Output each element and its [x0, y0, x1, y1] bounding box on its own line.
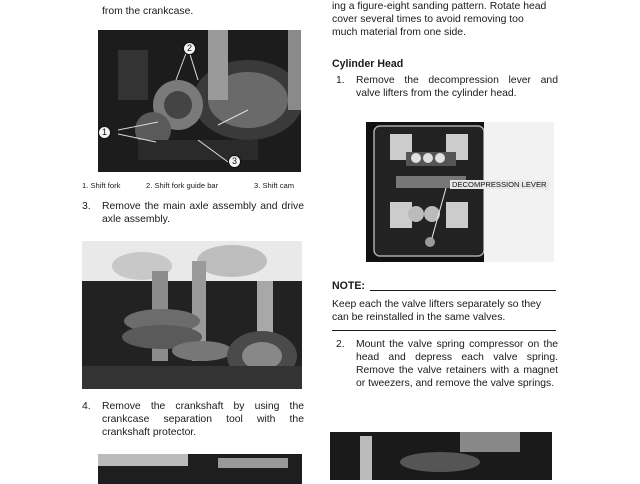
photo-valve-spring-partial-art — [330, 432, 552, 480]
step-3-text: Remove the main axle assembly and drive axle assembly. — [102, 201, 304, 225]
note-top-rule — [370, 290, 556, 291]
step-1-number: 1. — [336, 75, 345, 86]
photo-cylinder-head — [366, 122, 554, 262]
left-intro-line: from the crankcase. — [102, 6, 194, 17]
step-4-text: Remove the crankshaft by using the crankcase separation tool with the crankshaft protector. — [102, 401, 304, 438]
photo-main-axle — [82, 241, 302, 389]
note-bottom-rule — [332, 330, 556, 331]
step-2-text: Mount the valve spring compressor on the head and depress each valve spring. Remove the valve retainers with a magnet or tweezers, and remove the valve springs. — [356, 339, 558, 389]
note-text: Keep each the valve lifters separately so they can be reinstalled in the same valves. — [332, 299, 542, 323]
photo-valve-spring-partial — [330, 432, 552, 480]
photo-shift-fork-art — [98, 30, 301, 172]
right-intro-line-3: much material from one side. — [332, 27, 466, 38]
right-intro-line-2: cover several times to avoid removing too — [332, 14, 524, 25]
photo-cylinder-head-art — [366, 122, 554, 262]
section-heading-cylinder-head: Cylinder Head — [332, 58, 404, 70]
caption-shift-cam: 3. Shift cam — [254, 181, 295, 190]
step-1-text: Remove the decompression lever and valve lifters from the cylinder head. — [356, 75, 558, 99]
caption-shift-fork-guide-bar: 2. Shift fork guide bar — [146, 181, 219, 190]
callout-2: 2 — [183, 42, 196, 55]
caption-shift-fork: 1. Shift fork — [82, 181, 121, 190]
photo-shift-fork — [98, 30, 301, 172]
callout-1: 1 — [98, 126, 111, 139]
label-decompression-lever: DECOMPRESSION LEVER — [452, 180, 547, 189]
callout-3: 3 — [228, 155, 241, 168]
step-1 — [336, 74, 558, 100]
photo-main-axle-art — [82, 241, 302, 389]
step-2-number: 2. — [336, 339, 345, 350]
step-2 — [336, 338, 558, 390]
step-4-number: 4. — [82, 401, 91, 412]
step-3-number: 3. — [82, 201, 91, 212]
note-label: NOTE: — [332, 280, 365, 292]
step-3 — [82, 200, 304, 226]
step-4 — [82, 400, 304, 439]
right-intro-line-1: ing a figure-eight sanding pattern. Rotate head — [332, 1, 547, 12]
